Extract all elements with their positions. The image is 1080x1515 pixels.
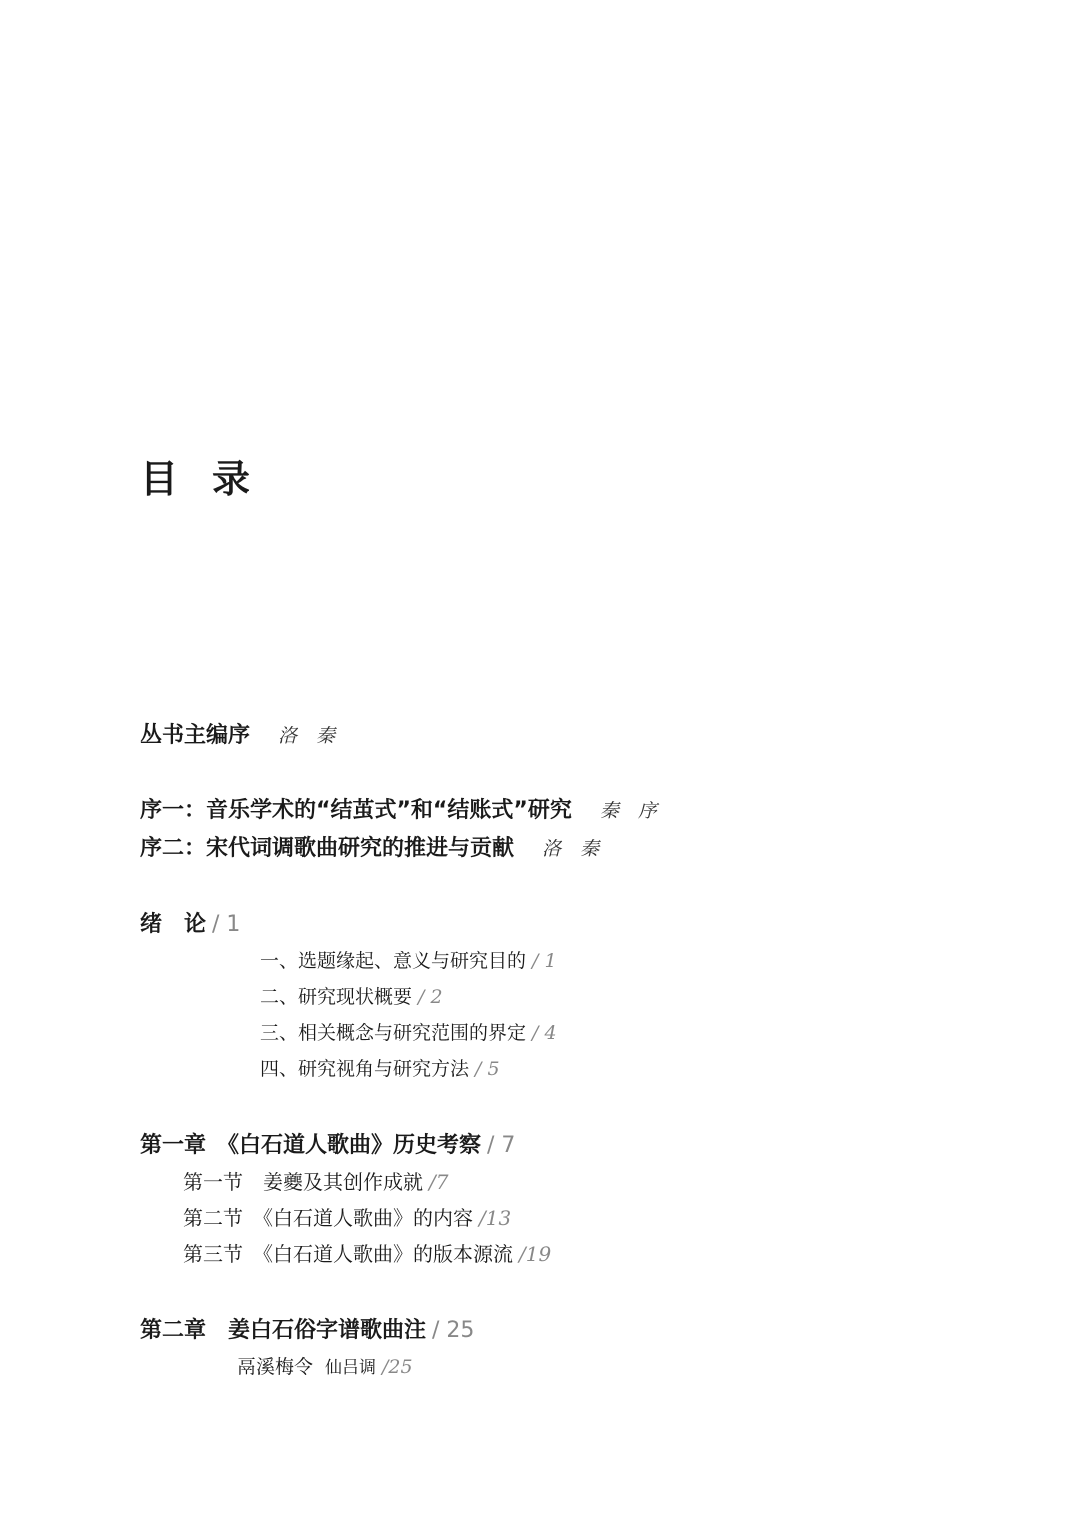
entry-label: 第一章 《白石道人歌曲》历史考察 [140, 1133, 482, 1158]
entry-label: 丛书主编序 [140, 723, 251, 748]
page-title [140, 448, 250, 503]
toc-subentry-ch1-sec2[interactable] [183, 1208, 511, 1228]
subentry-page-number: /7 [429, 1170, 449, 1194]
entry-page-number: / 25 [432, 1318, 475, 1343]
page-title-part2: 录 [212, 457, 251, 501]
toc-subentry-intro-2[interactable] [260, 988, 443, 1007]
entry-label: 序二：宋代词调歌曲研究的推进与贡献 [140, 836, 515, 861]
subentry-label: 鬲溪梅令 [237, 1356, 314, 1378]
entry-label: 绪 论 [140, 912, 207, 937]
toc-subentry-intro-1[interactable] [260, 952, 557, 971]
entry-author: 秦 序 [599, 800, 657, 822]
subentry-page-number: /25 [382, 1356, 413, 1378]
toc-subentry-ch2-song1[interactable] [237, 1358, 413, 1377]
toc-subentry-intro-3[interactable] [260, 1024, 557, 1043]
entry-page-number: / 7 [487, 1133, 516, 1158]
page-title-part1: 目 [140, 457, 179, 501]
subentry-label: 三、相关概念与研究范围的界定 [260, 1022, 527, 1044]
entry-label: 序一：音乐学术的“结茧式”和“结账式”研究 [140, 798, 572, 823]
subentry-label: 二、研究现状概要 [260, 986, 413, 1008]
subentry-page-number: / 1 [532, 950, 557, 972]
subentry-label: 第二节 《白石道人歌曲》的内容 [183, 1206, 473, 1230]
subentry-page-number: / 5 [475, 1058, 500, 1080]
entry-page-number: / 1 [212, 912, 241, 937]
toc-subentry-ch1-sec1[interactable] [183, 1172, 448, 1192]
toc-subentry-ch1-sec3[interactable] [183, 1244, 551, 1264]
toc-entry-introduction[interactable] [140, 914, 240, 936]
toc-entry-preface-2[interactable] [140, 838, 599, 860]
toc-subentry-intro-4[interactable] [260, 1060, 500, 1079]
subentry-page-number: / 4 [532, 1022, 557, 1044]
subentry-label: 四、研究视角与研究方法 [260, 1058, 470, 1080]
entry-author: 洛 秦 [278, 725, 336, 747]
subentry-page-number: /19 [519, 1242, 552, 1266]
subentry-page-number: /13 [479, 1206, 512, 1230]
entry-author: 洛 秦 [542, 838, 600, 860]
toc-entry-chapter-1[interactable] [140, 1135, 515, 1157]
subentry-mode: 仙吕调 [325, 1358, 377, 1378]
subentry-label: 第三节 《白石道人歌曲》的版本源流 [183, 1242, 513, 1266]
toc-entry-preface-1[interactable] [140, 800, 657, 822]
subentry-page-number: / 2 [418, 986, 443, 1008]
subentry-label: 一、选题缘起、意义与研究目的 [260, 950, 527, 972]
toc-entry-chapter-2[interactable] [140, 1320, 474, 1342]
toc-entry-series-preface[interactable] [140, 725, 335, 747]
entry-label: 第二章 姜白石俗字谱歌曲注 [140, 1318, 427, 1343]
subentry-label: 第一节 姜夔及其创作成就 [183, 1170, 423, 1194]
